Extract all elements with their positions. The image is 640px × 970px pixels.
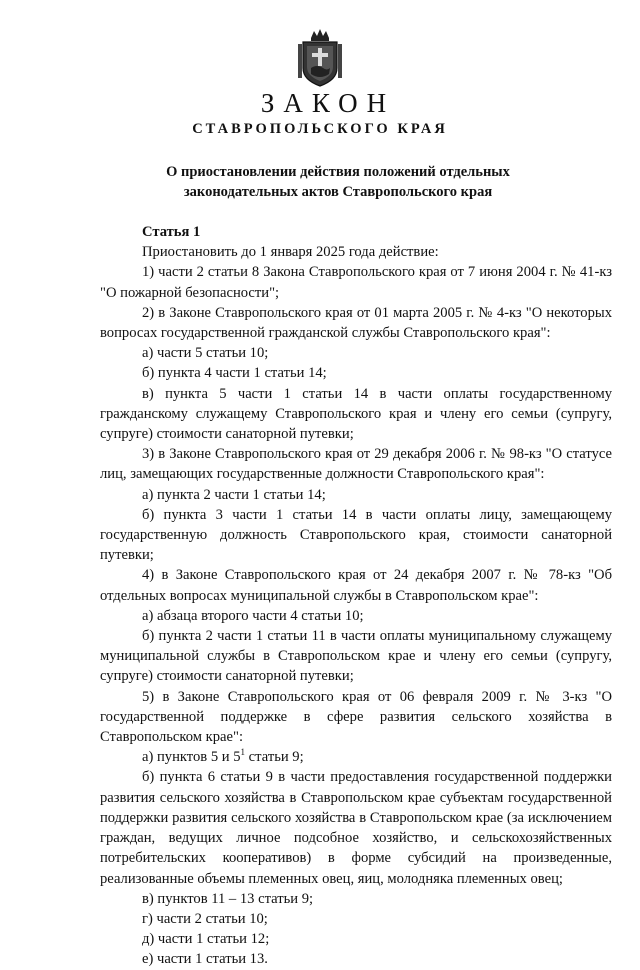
list-item: г) части 2 статьи 10; (142, 910, 268, 927)
list-item: а) пункта 2 части 1 статьи 14; (142, 486, 326, 503)
law-subtitle: СТАВРОПОЛЬСКОГО КРАЯ (192, 121, 448, 137)
article-title: Статья 1 (142, 224, 201, 240)
list-item: в) пункта 5 части 1 статьи 14 в части оплаты государственному гражданскому служащему Ставропольского края и члену его семьи (супругу, супруге) стоимости санаторной путевки; (100, 385, 612, 443)
coat-of-arms-emblem (297, 28, 343, 88)
item-5a-prefix: а) пунктов 5 и 5 (142, 749, 241, 766)
list-item: 3) в Законе Ставропольского края от 29 декабря 2006 г. № 98-кз "О статусе лиц, замещающих государственные должности Ставропольского края": (100, 446, 612, 483)
list-item: 4) в Законе Ставропольского края от 24 декабря 2007 г. № 78-кз "Об отдельных вопросах муниципальной службы в Ставропольском крае": (100, 567, 612, 604)
list-item: б) пункта 3 части 1 статьи 14 в части оплаты лицу, замещающему государственную должность Ставропольского края, стоимости санаторной путевки; (100, 506, 612, 564)
item-5a-suffix: статьи 9; (245, 749, 304, 766)
list-item: д) части 1 статьи 12; (142, 931, 270, 948)
list-item: 1) части 2 статьи 8 Закона Ставропольского края от 7 июня 2004 г. № 41-кз "О пожарной безопасности"; (100, 264, 612, 301)
list-item: 2) в Законе Ставропольского края от 01 марта 2005 г. № 4-кз "О некоторых вопросах государственной гражданской службы Ставропольского края": (100, 304, 612, 342)
list-item: а) части 5 статьи 10; (142, 345, 269, 362)
list-item (100, 747, 612, 767)
heading-line-1: О приостановлении действия положений отдельных (166, 164, 510, 180)
item-5a-superscript: 1 (240, 747, 246, 758)
heading-line-2: законодательных актов Ставропольского края (183, 184, 493, 200)
document-heading (0, 162, 640, 202)
list-item: 5) в Законе Ставропольского края от 06 февраля 2009 г. № 3-кз "О государственной поддержке в сфере развития сельского хозяйства в Ставропольском крае": (100, 688, 612, 746)
list-item: б) пункта 4 части 1 статьи 14; (142, 365, 327, 382)
law-title: ЗАКОН (260, 88, 396, 118)
list-item: б) пункта 6 статьи 9 в части предоставления государственной поддержки развития сельского хозяйства в Ставропольском крае субъектам государственной поддержки развития сельского хозяйства в Ставропольском крае (за исключением граждан, ведущих личное подсобное хозяйство, и сельскохозяйственных потребительских кооперативов) в форме субсидий на произведенные, реализованные объемы племенных овец, яиц, молодняка племенных овец; (100, 769, 612, 887)
intro-paragraph: Приостановить до 1 января 2025 года действие: (142, 244, 439, 261)
document-body (100, 222, 612, 970)
list-item: а) абзаца второго части 4 статьи 10; (142, 607, 364, 624)
list-item: в) пунктов 11 – 13 статьи 9; (142, 890, 314, 907)
list-item: б) пункта 2 части 1 статьи 11 в части оплаты муниципальному служащему муниципальной службы в Ставропольском крае и члену его семьи (супругу, супруге) стоимости санаторной путевки; (100, 628, 612, 685)
list-item: е) части 1 статьи 13. (142, 951, 268, 968)
